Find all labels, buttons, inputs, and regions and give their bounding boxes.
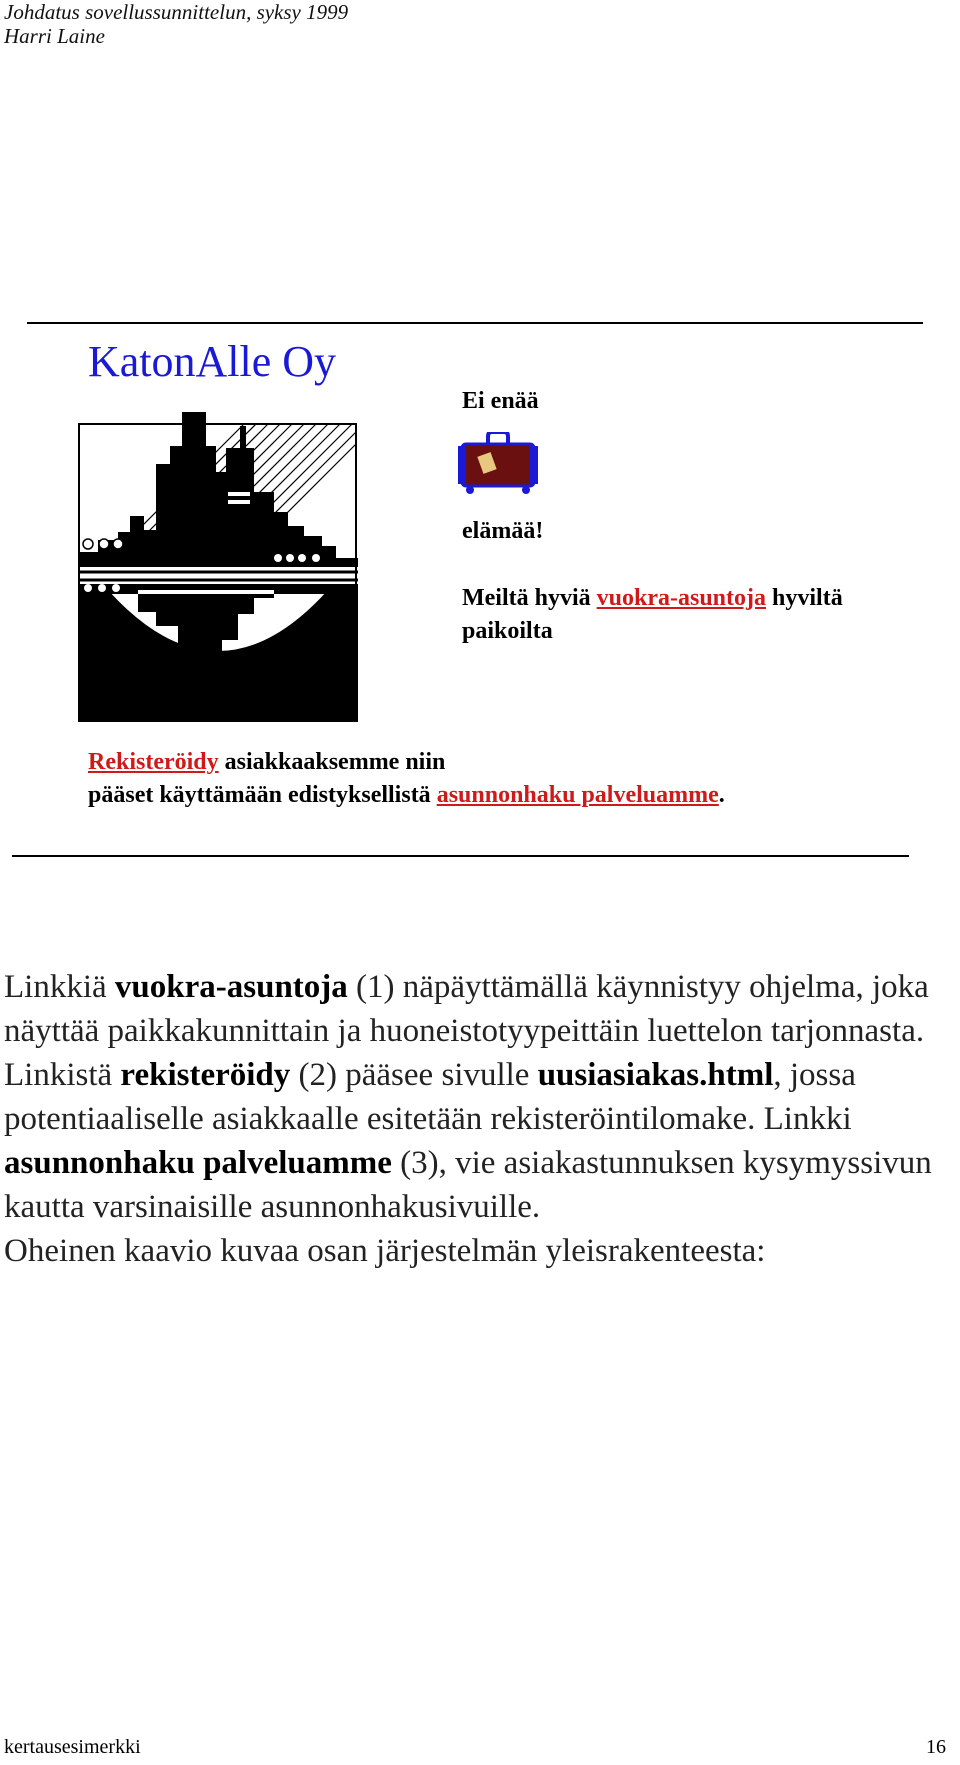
- p1-text-2: (1) näpäyttämällä käynnistyy ohjelma, joka näyttää paikkakunnittain ja huoneistotyypeittäin luettelon tarjonnasta.: [4, 969, 929, 1049]
- p2-term: rekisteröidy: [120, 1057, 291, 1093]
- register-end: .: [718, 782, 725, 808]
- p2-filename: uusiasiakas.html: [537, 1057, 774, 1093]
- bottom-divider: [12, 855, 909, 857]
- suitcase-icon: [458, 432, 538, 496]
- paragraph-1: [4, 965, 954, 1053]
- offer-post: hyviltä paikoilta: [462, 585, 843, 644]
- p2-text: Linkistä: [4, 1057, 121, 1093]
- p2-text-3: , jossa potentiaaliselle asiakkaalle esitetään rekisteröintilomake. Linkki: [4, 1057, 856, 1137]
- site-title: KatonAlle Oy: [88, 337, 337, 386]
- register-text2: pääset käyttämään edistyksellistä: [88, 782, 437, 808]
- paragraph-3: Oheinen kaavio kuvaa osan järjestelmän yleisrakenteesta:: [4, 1233, 766, 1269]
- p2-term-2: asunnonhaku palveluamme: [4, 1145, 392, 1181]
- author-header: Harri Laine: [4, 24, 105, 48]
- paragraph-2: [4, 1053, 954, 1229]
- p2-text-4: (3), vie asiakastunnuksen kysymyssivun kautta varsinaisille asunnonhakusivuille.: [4, 1145, 932, 1225]
- slogan-top: Ei enää: [462, 388, 539, 414]
- course-header: Johdatus sovellussunnittelun, syksy 1999: [4, 0, 349, 24]
- p2-text-2: (2) pääsee sivulle: [290, 1057, 538, 1093]
- rekisteroidy-link[interactable]: Rekisteröidy: [88, 749, 219, 775]
- asunnonhaku-link[interactable]: asunnonhaku palveluamme: [436, 782, 719, 808]
- footer-label: kertausesimerkki: [4, 1736, 141, 1758]
- p1-term: vuokra-asuntoja: [114, 969, 348, 1005]
- p1-text: Linkkiä: [4, 969, 115, 1005]
- register-text1: asiakkaaksemme niin: [218, 749, 446, 775]
- explanation-text: [4, 965, 954, 1273]
- city-skyline-illustration: [78, 412, 358, 722]
- top-divider: [27, 322, 923, 324]
- register-text: [88, 746, 725, 812]
- slogan-bottom: elämää!: [462, 518, 544, 544]
- page-number: 16: [926, 1736, 946, 1758]
- offer-text: [462, 582, 922, 648]
- vuokra-asuntoja-link[interactable]: vuokra-asuntoja: [596, 585, 767, 611]
- offer-pre: Meiltä hyviä: [462, 585, 597, 611]
